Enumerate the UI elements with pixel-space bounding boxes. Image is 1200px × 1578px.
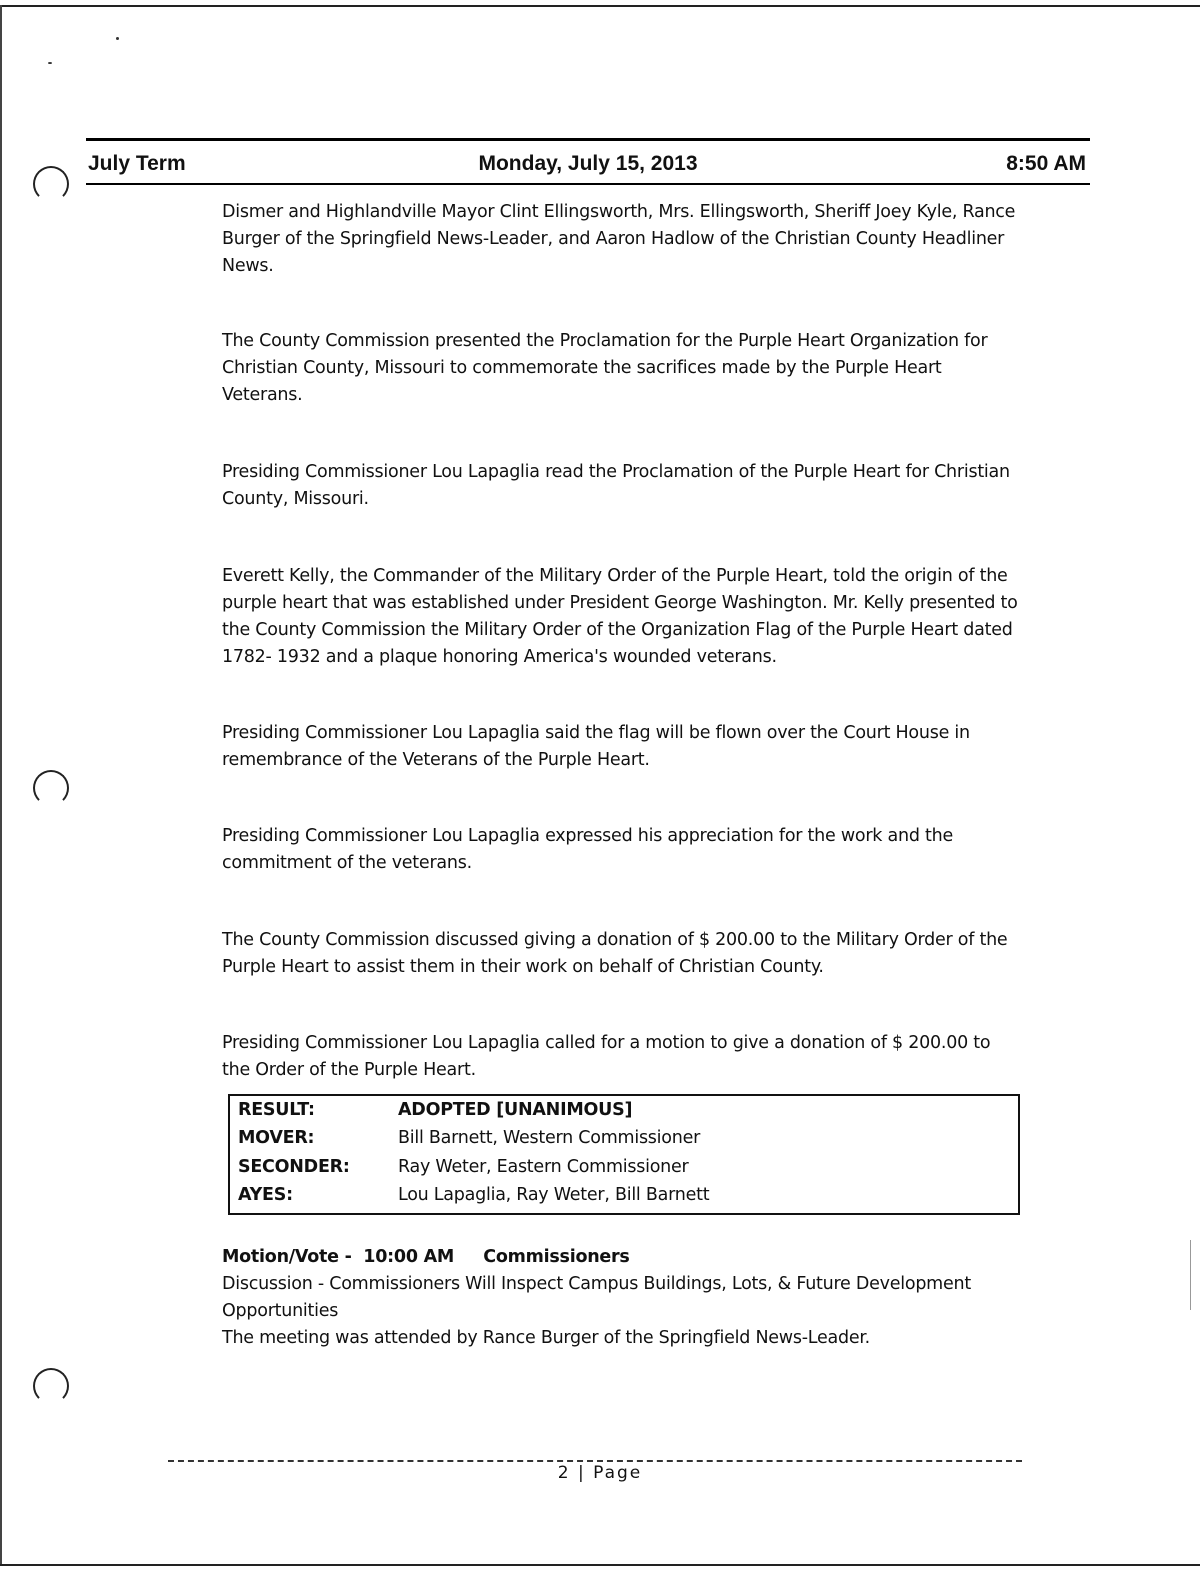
agenda-attendance: The meeting was attended by Rance Burger of the Springfield News-Leader. bbox=[222, 1328, 870, 1348]
paragraph-attendees: Dismer and Highlandville Mayor Clint Ellingsworth, Mrs. Ellingsworth, Sheriff Joey Kyle, Rance Burger of the Springfield News-Leader, and Aaron Hadlow of the Christian County Headliner News. bbox=[222, 202, 1016, 276]
page-left-edge bbox=[0, 5, 2, 1565]
header-term: July Term bbox=[88, 152, 186, 175]
ayes-value: Lou Lapaglia, Ray Weter, Bill Barnett bbox=[398, 1185, 710, 1205]
agenda-heading: Motion/Vote - 10:00 AM Commissioners bbox=[222, 1247, 630, 1267]
result-value: ADOPTED [UNANIMOUS] bbox=[398, 1100, 633, 1120]
scan-mark bbox=[1190, 1240, 1191, 1310]
ayes-label: AYES: bbox=[238, 1185, 293, 1205]
paragraph-proclamation-read: Presiding Commissioner Lou Lapaglia read the Proclamation of the Purple Heart for Christian County, Missouri. bbox=[222, 462, 1010, 509]
header-time: 8:50 AM bbox=[1006, 152, 1086, 175]
mover-value: Bill Barnett, Western Commissioner bbox=[398, 1128, 701, 1148]
footer-rule bbox=[168, 1460, 1022, 1462]
result-label: RESULT: bbox=[238, 1100, 315, 1120]
mover-label: MOVER: bbox=[238, 1128, 315, 1148]
vote-result-table bbox=[228, 1094, 1020, 1215]
paragraph-proclamation-presented: The County Commission presented the Proclamation for the Purple Heart Organization for Christian County, Missouri to commemorate the sacrifices made by the Purple Heart Veterans. bbox=[222, 331, 988, 405]
paragraph-flag: Presiding Commissioner Lou Lapaglia said the flag will be flown over the Court House in remembrance of the Veterans of the Purple Heart. bbox=[222, 723, 970, 770]
punch-hole-bottom bbox=[33, 1368, 69, 1404]
paragraph-motion-call: Presiding Commissioner Lou Lapaglia called for a motion to give a donation of $ 200.00 to the Order of the Purple Heart. bbox=[222, 1033, 991, 1080]
page-header bbox=[86, 138, 1090, 188]
page-number: 2 | Page bbox=[557, 1463, 643, 1483]
scan-speck bbox=[48, 62, 52, 64]
scan-speck bbox=[116, 37, 119, 40]
page-top-edge bbox=[0, 5, 1200, 7]
seconder-label: SECONDER: bbox=[238, 1157, 350, 1177]
agenda-discussion: Discussion - Commissioners Will Inspect Campus Buildings, Lots, & Future Development Opportunities bbox=[222, 1274, 971, 1321]
paragraph-appreciation: Presiding Commissioner Lou Lapaglia expressed his appreciation for the work and the commitment of the veterans. bbox=[222, 826, 953, 873]
punch-hole-middle bbox=[33, 770, 69, 806]
page-bottom-edge bbox=[0, 1564, 1200, 1566]
header-date: Monday, July 15, 2013 bbox=[478, 152, 698, 175]
punch-hole-top bbox=[33, 166, 69, 202]
paragraph-everett-kelly: Everett Kelly, the Commander of the Military Order of the Purple Heart, told the origin of the purple heart that was established under President George Washington. Mr. Kelly presented to the County Commission the Military Order of the Organization Flag of the Purple Heart dated 1782- 1932 and a plaque honoring America's wounded veterans. bbox=[222, 566, 1018, 667]
header-rule-bottom bbox=[86, 183, 1090, 185]
seconder-value: Ray Weter, Eastern Commissioner bbox=[398, 1157, 689, 1177]
paragraph-donation-discussed: The County Commission discussed giving a donation of $ 200.00 to the Military Order of the Purple Heart to assist them in their work on behalf of Christian County. bbox=[222, 930, 1008, 977]
header-rule-top bbox=[86, 138, 1090, 141]
